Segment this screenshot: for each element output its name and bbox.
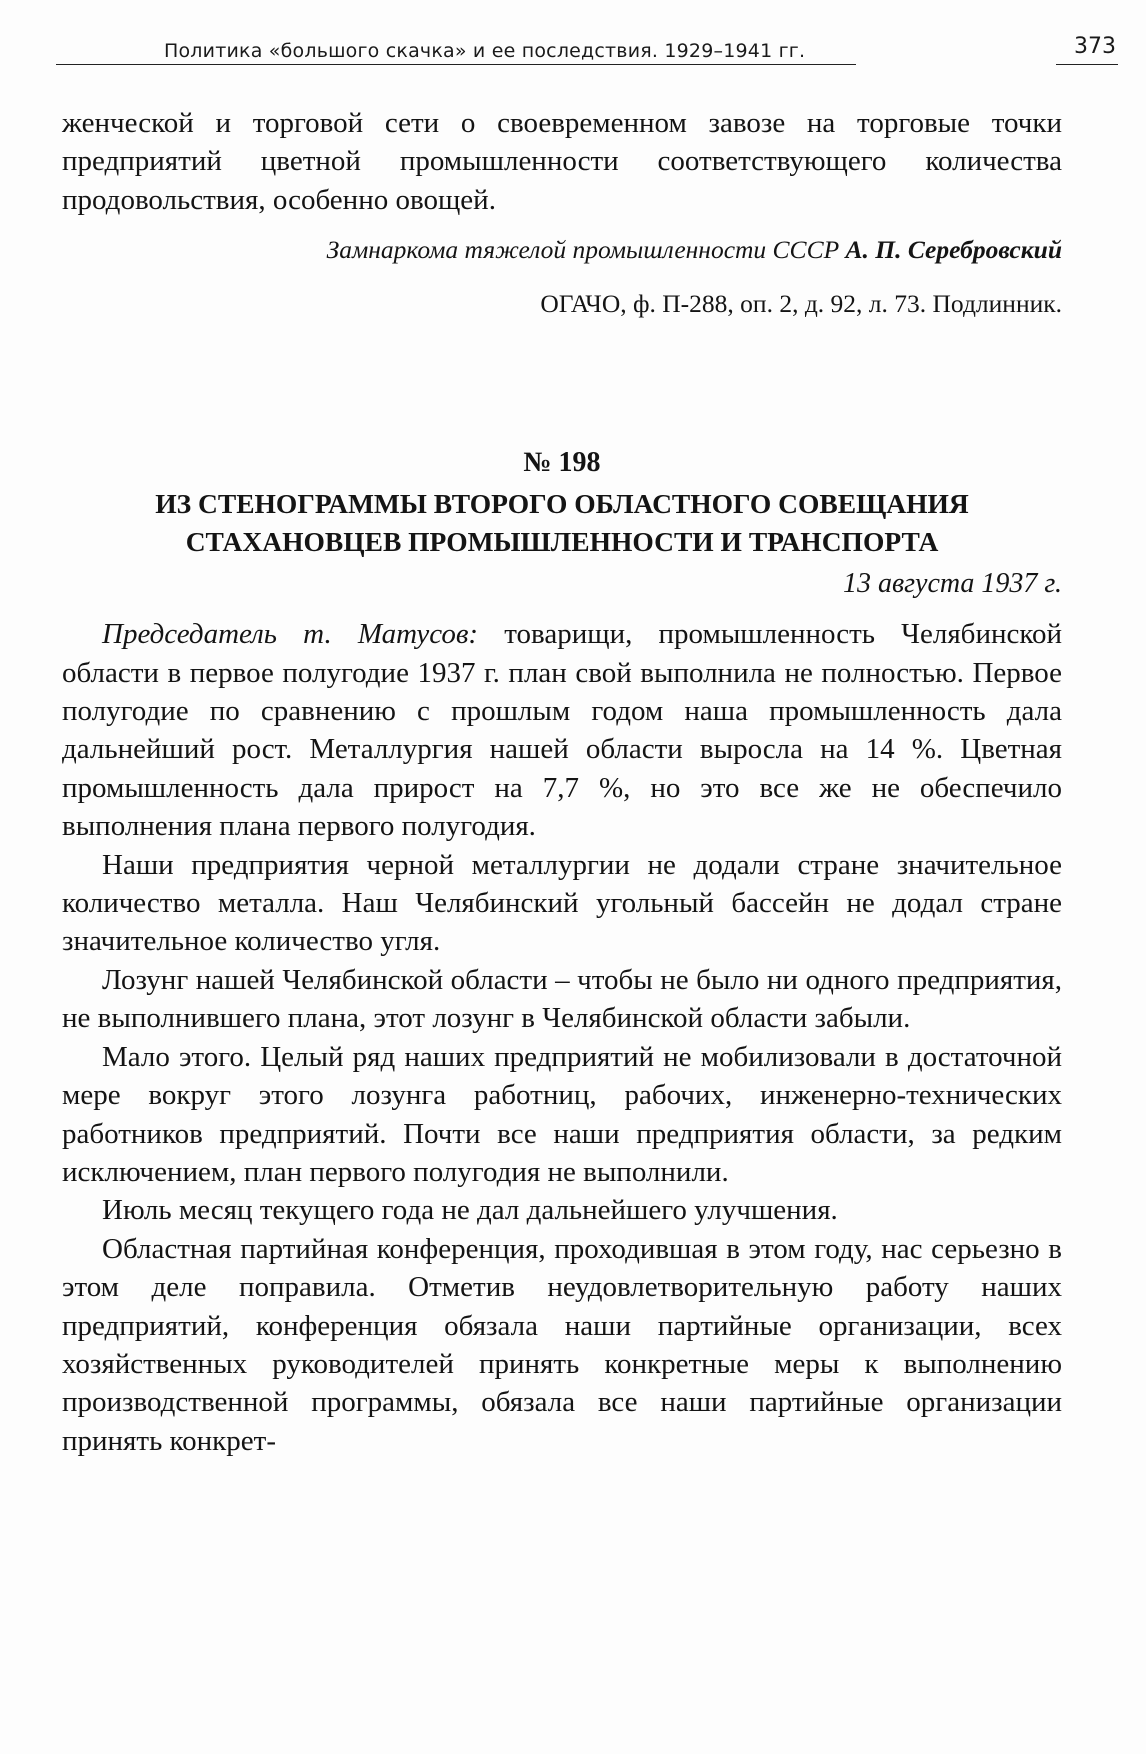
speech-text bbox=[62, 615, 1062, 1460]
running-head-title: Политика «большого скачка» и ее последствия. 1929–1941 гг. bbox=[164, 40, 806, 62]
speech-paragraph: Наши предприятия черной металлургии не додали стране значительное количество металла. Наш Челябинский угольный бассейн не додал стране значительное количество угля. bbox=[62, 848, 1062, 958]
document-heading-line-2: СТАХАНОВЦЕВ ПРОМЫШЛЕННОСТИ И ТРАНСПОРТА bbox=[185, 526, 939, 558]
page-number: 373 bbox=[1074, 34, 1116, 59]
speaker-name: Председатель т. Матусов: bbox=[102, 618, 479, 651]
speech-paragraph: Областная партийная конференция, проходившая в этом году, нас серьезно в этом деле поправила. Отметив неудовлетворительную работу наших предприятий, конференция обязала наши партийные организации, всех хозяйственных руководителей принять конкретные меры к выполнению производственной программы, обязала все наши партийные организации принять конкрет- bbox=[62, 1232, 1062, 1457]
document-heading bbox=[62, 485, 1062, 561]
speech-first-paragraph-text: товарищи, промышленность Челябинской области в первое полугодие 1937 г. план свой выполнила не полностью. Первое полугодие по сравнению с прошлым годом наша промышленность дала дальнейший рост. Металлургия нашей области выросла на 14 %. Цветная промышленность дала прирост на 7,7 %, но это все же не обеспечило выполнения плана первого полугодия. bbox=[62, 618, 1062, 843]
document-number: № 198 bbox=[523, 447, 601, 479]
speech-paragraph: Июль месяц текущего года не дал дальнейшего улучшения. bbox=[102, 1194, 838, 1227]
speech-paragraph: Лозунг нашей Челябинской области – чтобы не было ни одного предприятия, не выполнившего плана, этот лозунг в Челябинской области забыли. bbox=[62, 963, 1062, 1035]
running-head bbox=[56, 32, 1116, 68]
signature-name: А. П. Серебровский bbox=[845, 235, 1062, 265]
continuation-paragraph: женческой и торговой сети о своевременном завозе на торговые точки предприятий цветной промышленности соответствующего количества продовольствия, особенно овощей. bbox=[62, 107, 1062, 216]
document-heading-line-1: ИЗ СТЕНОГРАММЫ ВТОРОГО ОБЛАСТНОГО СОВЕЩАНИЯ bbox=[155, 488, 969, 520]
page-number-rule bbox=[1056, 64, 1118, 65]
document-date: 13 августа 1937 г. bbox=[842, 568, 1062, 600]
speech-paragraph: Мало этого. Целый ряд наших предприятий не мобилизовали в достаточной мере вокруг этого лозунга работниц, рабочих, инженерно-технических работников предприятий. Почти все наши предприятия области, за редким исключением, план первого полугодия не выполнили. bbox=[62, 1040, 1062, 1188]
speech-paragraph bbox=[62, 615, 1062, 845]
signature-line bbox=[62, 233, 1062, 267]
archive-reference: ОГАЧО, ф. П-288, оп. 2, д. 92, л. 73. Подлинник. bbox=[540, 289, 1062, 319]
page-body bbox=[62, 104, 1062, 1460]
running-head-rule bbox=[56, 64, 856, 65]
signature-position: Замнаркома тяжелой промышленности СССР bbox=[326, 235, 840, 265]
